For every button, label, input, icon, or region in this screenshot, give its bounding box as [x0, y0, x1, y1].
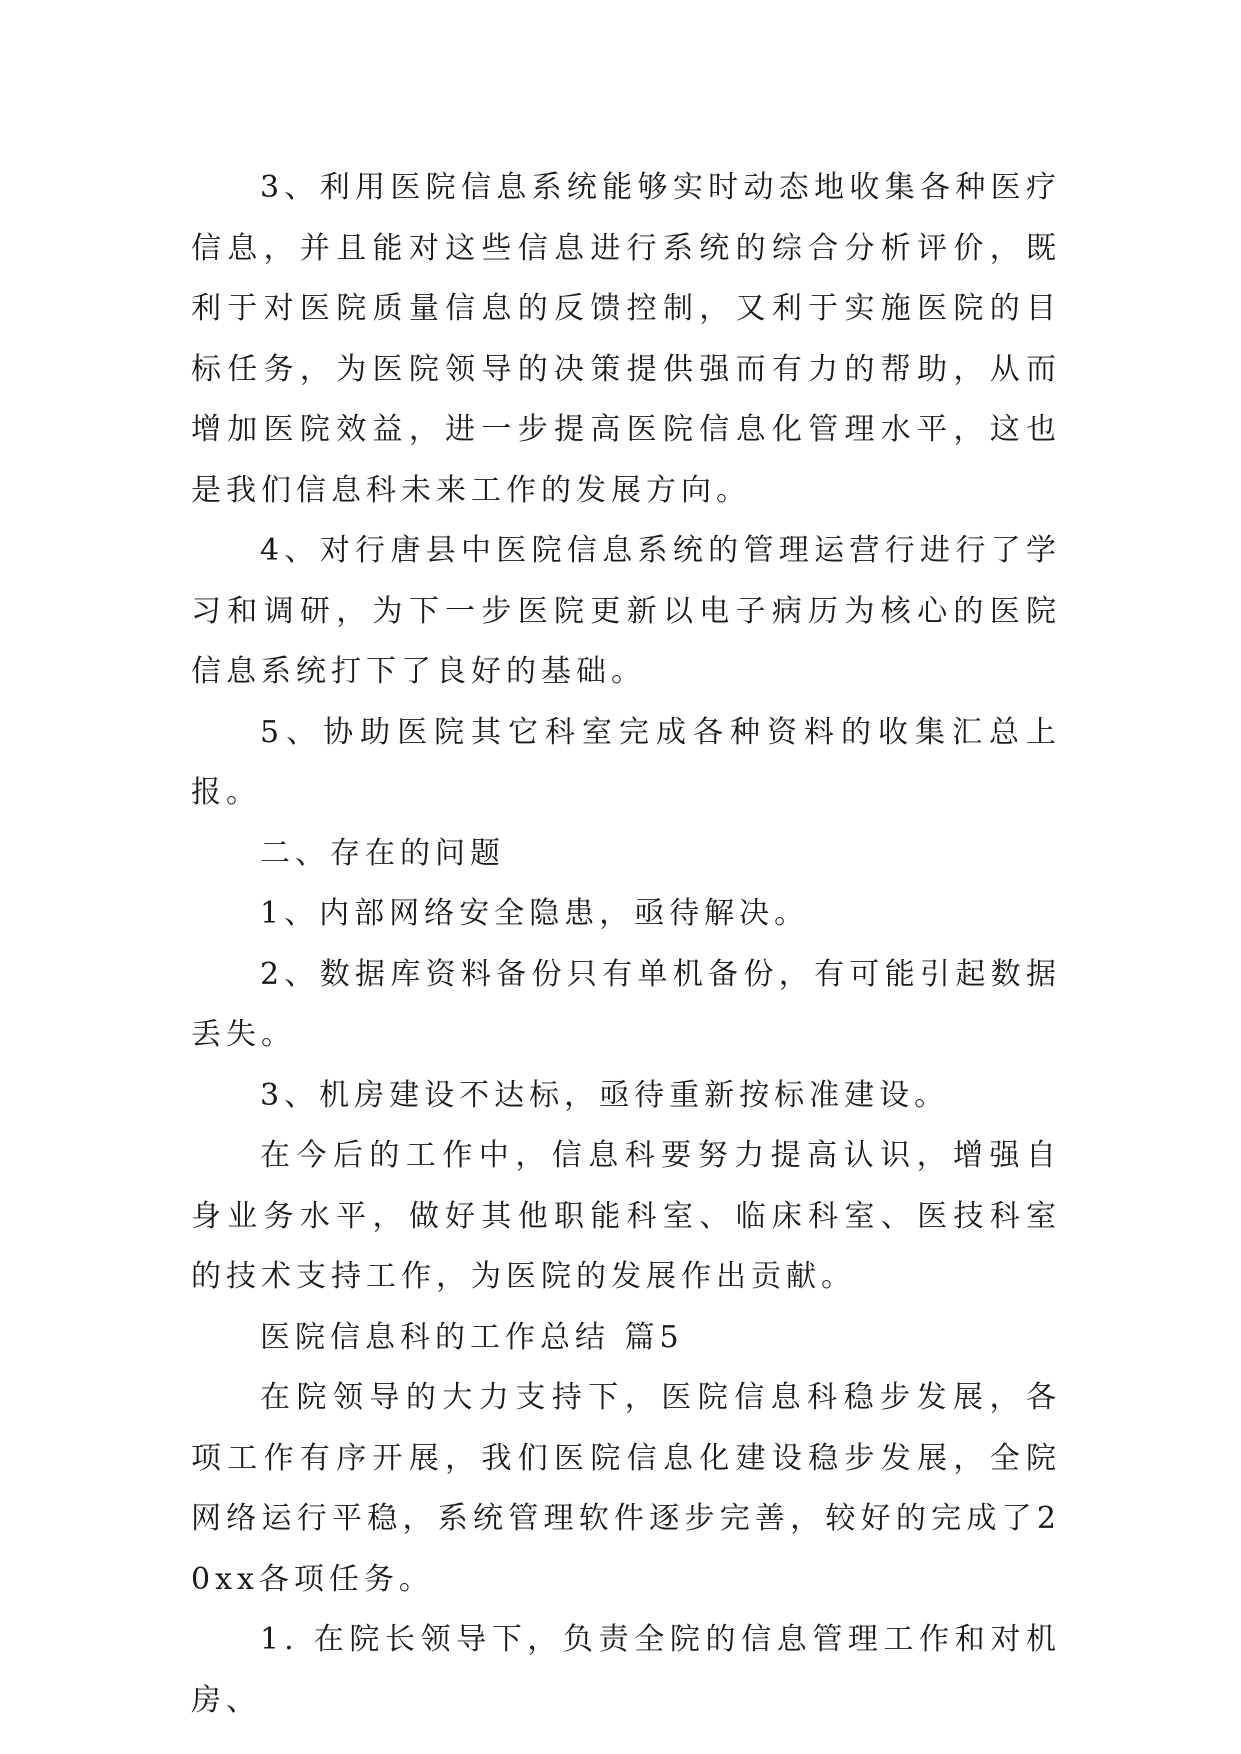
paragraph-point-4-research: 4、对行唐县中医院信息系统的管理运营行进行了学习和调研，为下一步医院更新以电子病历为核心的医院信息系统打下了良好的基础。: [191, 533, 1061, 689]
article-title-part-5: 医院信息科的工作总结 篇5: [260, 1319, 684, 1355]
section-heading-problems: 二、存在的问题: [260, 835, 505, 871]
paragraph-problem-3: 3、机房建设不达标，亟待重新按标准建设。: [260, 1077, 950, 1113]
paragraph-future-work: 在今后的工作中，信息科要努力提高认识，增强自身业务水平，做好其他职能科室、临床科室、医技科室的技术支持工作，为医院的发展作出贡献。: [191, 1138, 1061, 1294]
paragraph-intro-part-5: 在院领导的大力支持下，医院信息科稳步发展，各项工作有序开展，我们医院信息化建设稳步发展，全院网络运行平稳，系统管理软件逐步完善，较好的完成了20xx各项任务。: [191, 1380, 1061, 1597]
paragraph-point-3-information-system: 3、利用医院信息系统能够实时动态地收集各种医疗信息，并且能对这些信息进行系统的综合分析评价，既利于对医院质量信息的反馈控制，又利于实施医院的目标任务，为医院领导的决策提供强而有力的帮助，从而增加医院效益，进一步提高医院信息化管理水平，这也是我们信息科未来工作的发展方向。: [191, 170, 1061, 508]
paragraph-problem-1: 1、内部网络安全隐患，亟待解决。: [260, 896, 810, 931]
paragraph-item-1-part-5: 1. 在院长领导下，负责全院的信息管理工作和对机房、: [191, 1622, 1061, 1718]
paragraph-problem-2: 2、数据库资料备份只有单机备份，有可能引起数据丢失。: [191, 956, 1061, 1052]
document-body: [191, 158, 1061, 1731]
paragraph-point-5-assist: 5、协助医院其它科室完成各种资料的收集汇总上报。: [191, 714, 1061, 810]
